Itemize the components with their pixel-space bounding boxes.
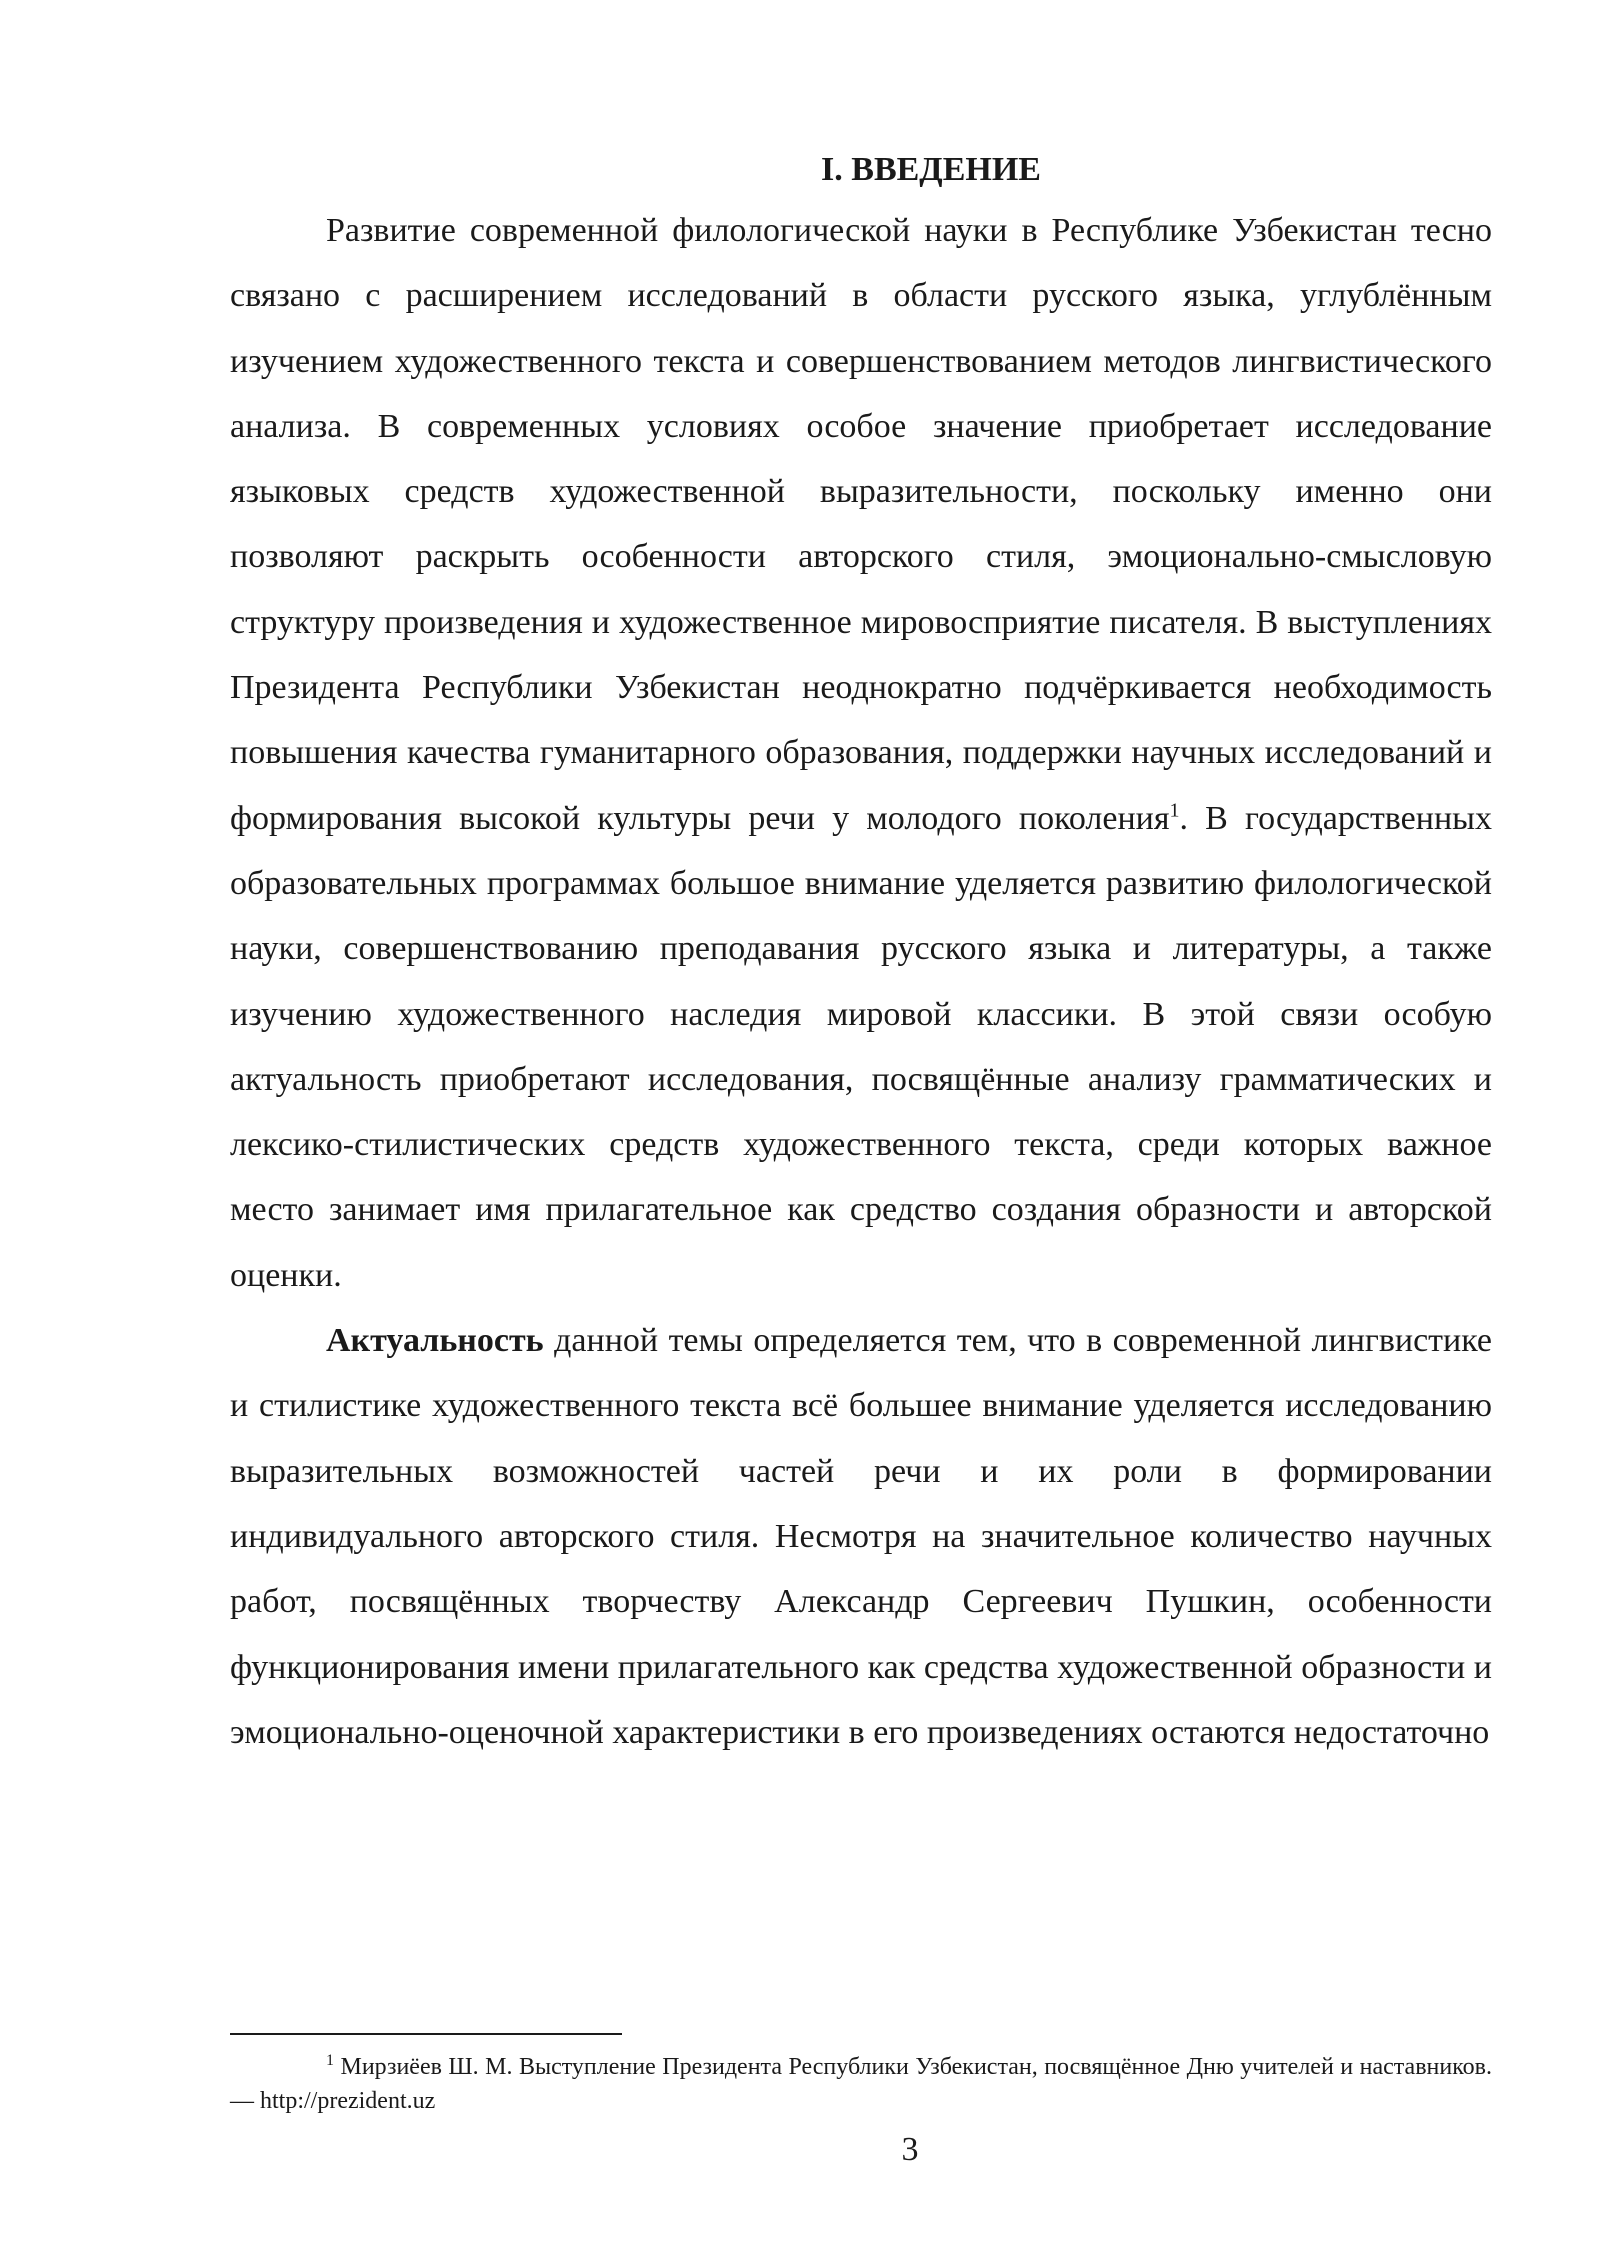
page-number: 3 bbox=[901, 2131, 919, 2168]
main-text bbox=[230, 150, 1492, 1765]
paragraph-relevance bbox=[230, 1308, 1492, 1765]
paragraph-intro-text-2: . В государственных образовательных программах большое внимание уделяется развитию филологической науки, совершенствованию преподавания русского языка и литературы, а также изучению художественного наследия мировой классики. В этой связи особую актуальность приобретают исследования, посвящённые анализу грамматических и лексико-стилистических средств художественного текста, среди которых важное место занимает имя прилагательное как средство создания образности и авторской оценки. bbox=[230, 799, 1492, 1294]
paragraph-relevance-text: данной темы определяется тем, что в современной лингвистике и стилистике художественного текста всё большее внимание уделяется исследованию выразительных возможностей частей речи и их роли в формировании индивидуального авторского стиля. Несмотря на значительное количество научных работ, посвящённых творчеству Александр Сергеевич Пушкин, особенности функционирования имени прилагательного как средства художественной образности и эмоционально-оценочной характеристики в его произведениях остаются недостаточно bbox=[230, 1322, 1492, 1751]
paragraph-intro-text-1: Развитие современной филологической науки в Республике Узбекистан тесно связано с расширением исследований в области русского языка, углублённым изучением художественного текста и совершенствованием методов лингвистического анализа. В современных условиях особое значение приобретает исследование языковых средств художественной выразительности, поскольку именно они позволяют раскрыть особенности авторского стиля, эмоционально-смысловую структуру произведения и художественное мировосприятие писателя. В выступлениях Президента Республики Узбекистан неоднократно подчёркивается необходимость повышения качества гуманитарного образования, поддержки научных исследований и формирования высокой культуры речи у молодого поколения bbox=[230, 212, 1492, 837]
relevance-bold-lead: Актуальность bbox=[326, 1322, 544, 1360]
footnote-number: 1 bbox=[326, 2052, 334, 2069]
footnote-separator bbox=[230, 2033, 622, 2035]
footnote bbox=[230, 2050, 1492, 2118]
paragraph-intro bbox=[230, 198, 1492, 1308]
section-heading: I. ВВЕДЕНИЕ bbox=[821, 151, 1041, 188]
footnote-reference[interactable]: 1 bbox=[1169, 799, 1180, 822]
footnote-text: Мирзиёев Ш. М. Выступление Президента Республики Узбекистан, посвящённое Дню учителей и наставников. — http://prezident.uz bbox=[230, 2054, 1492, 2114]
